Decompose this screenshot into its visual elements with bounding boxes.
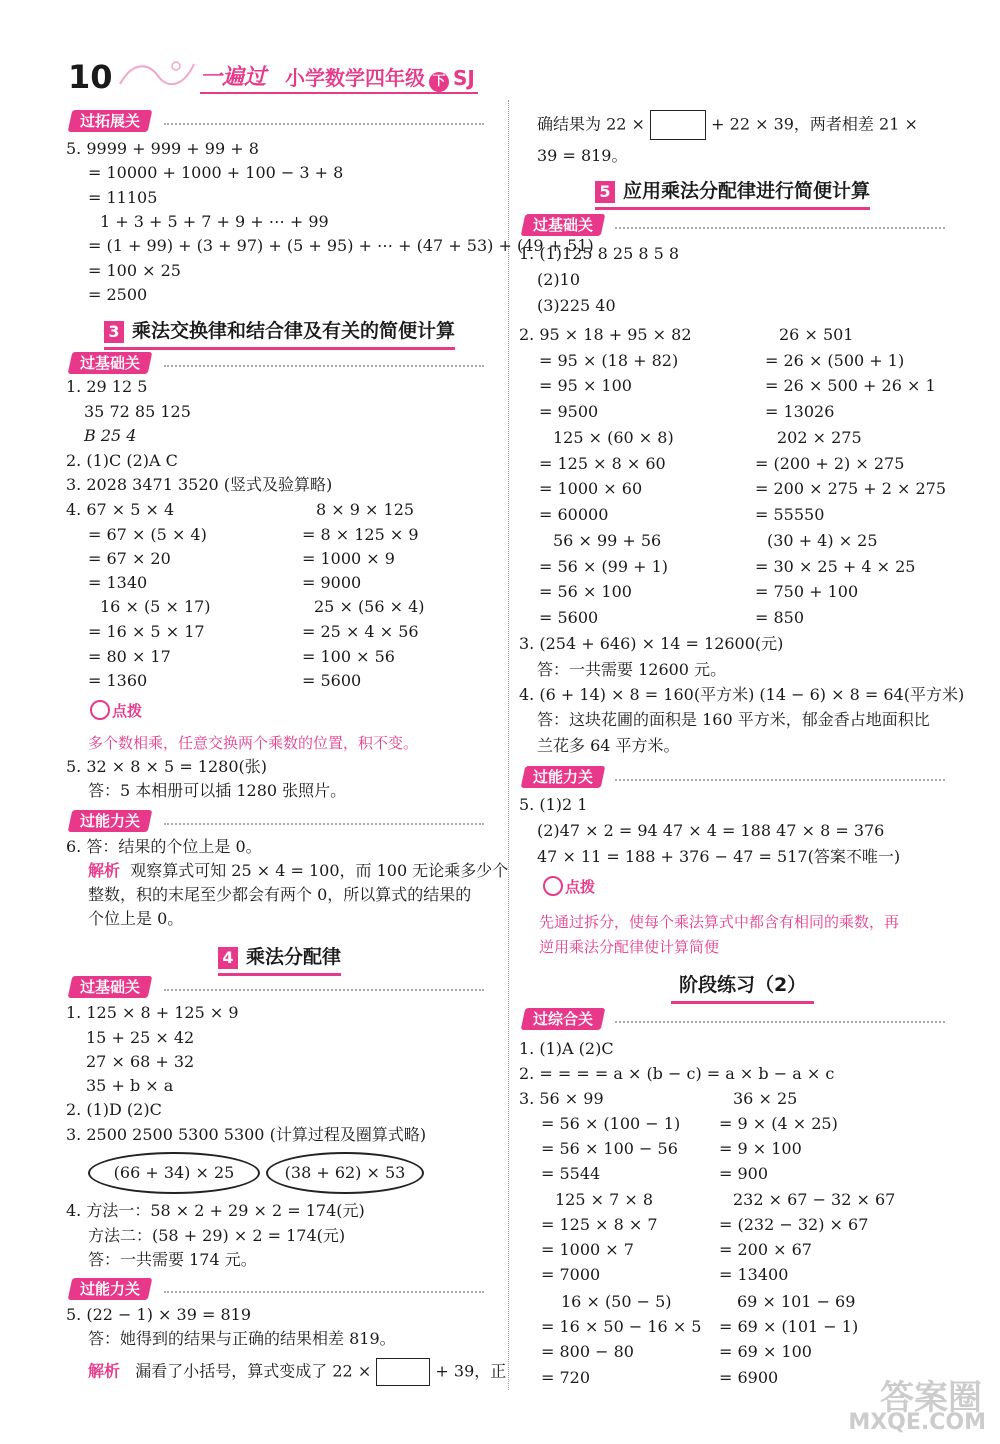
answer-line: = 200 × 67 bbox=[719, 1240, 812, 1259]
edition-label: SJ bbox=[453, 66, 475, 90]
tag-dots bbox=[164, 123, 484, 125]
tag-nengli-2: 过能力关 bbox=[68, 1278, 153, 1300]
analysis-label: 解析 bbox=[88, 861, 121, 880]
answer-line: 4. 方法一：58 × 2 + 29 × 2 = 174(元) bbox=[66, 1201, 365, 1220]
answer-line: = 95 × 100 bbox=[539, 376, 632, 395]
answer-line: = 900 bbox=[719, 1164, 769, 1183]
answer-line: = 60000 bbox=[539, 505, 609, 524]
answer-line: = 9000 bbox=[302, 573, 362, 592]
answer-line: = 9 × 100 bbox=[719, 1139, 802, 1158]
answer-line: 36 × 25 bbox=[733, 1089, 798, 1108]
hint-text: 先通过拆分，使每个乘法算式中都含有相同的乘数，再 bbox=[539, 913, 900, 931]
answer-line: = 125 × 8 × 60 bbox=[539, 454, 666, 473]
answer-line: B 25 4 bbox=[84, 426, 137, 445]
answer-line: 232 × 67 − 32 × 67 bbox=[733, 1190, 896, 1209]
answer-line: = 7000 bbox=[541, 1265, 601, 1284]
answer-line: = 9500 bbox=[539, 402, 599, 421]
tag-nengli-3: 过能力关 bbox=[521, 766, 606, 788]
answer-line: 15 + 25 × 42 bbox=[86, 1028, 195, 1047]
answer-line: = 200 × 275 + 2 × 275 bbox=[755, 479, 947, 498]
answer-line: = 26 × 500 + 26 × 1 bbox=[765, 376, 936, 395]
answer-line: = 16 × 5 × 17 bbox=[88, 622, 205, 641]
answer-line: 方法二：(58 + 29) × 2 = 174(元) bbox=[88, 1226, 346, 1245]
analysis-label: 解析 bbox=[88, 1361, 121, 1381]
answer-line: 2. (1)C (2)A C bbox=[66, 451, 178, 470]
tag-tuozhan: 过拓展关 bbox=[68, 110, 153, 132]
answer-line: = 56 × 100 − 56 bbox=[541, 1139, 678, 1158]
hint-label: 点拨 bbox=[112, 702, 143, 720]
circled-expression: (66 + 34) × 25 bbox=[88, 1152, 260, 1194]
answer-line: 3. 2500 2500 5300 5300 (计算过程及圈算式略) bbox=[66, 1125, 427, 1144]
section-title-text: 应用乘法分配律进行简便计算 bbox=[623, 180, 871, 202]
page-header bbox=[0, 0, 1000, 100]
answer-line: = 11105 bbox=[88, 188, 158, 207]
answer-line: 3. (254 + 646) × 14 = 12600(元) bbox=[519, 634, 784, 653]
book-title bbox=[285, 62, 475, 92]
answer-line: 兰花多 64 平方米。 bbox=[537, 736, 680, 755]
answer-line: 26 × 501 bbox=[779, 325, 854, 344]
tag-jichu-3: 过基础关 bbox=[521, 214, 606, 236]
answer-line: = 1360 bbox=[88, 671, 148, 690]
answer-line: = 30 × 25 + 4 × 25 bbox=[755, 557, 916, 576]
magnifier-icon bbox=[90, 700, 110, 720]
answer-line: = 1340 bbox=[88, 573, 148, 592]
answer-line: 答：她得到的结果与正确的结果相差 819。 bbox=[88, 1329, 396, 1348]
analysis-line: 整数，积的末尾至少都会有两个 0，所以算式的结果的 bbox=[88, 885, 472, 904]
analysis-text: 漏看了小括号，算式变成了 22 × bbox=[135, 1361, 372, 1381]
answer-line: 答：5 本相册可以插 1280 张照片。 bbox=[88, 781, 347, 800]
section-number: 5 bbox=[595, 181, 615, 203]
tag-dots bbox=[615, 779, 945, 781]
answer-line: = 6900 bbox=[719, 1368, 779, 1387]
hint-text: 逆用乘法分配律使计算简便 bbox=[539, 938, 720, 956]
answer-line: 202 × 275 bbox=[777, 428, 862, 447]
answer-line: = 56 × 100 bbox=[539, 582, 632, 601]
answer-line: = 13400 bbox=[719, 1265, 789, 1284]
tag-dots bbox=[615, 1021, 945, 1023]
answer-line: = 67 × (5 × 4) bbox=[88, 525, 207, 544]
answer-line: = 100 × 25 bbox=[88, 261, 181, 280]
analysis-line bbox=[88, 860, 508, 882]
answer-line: 2. 95 × 18 + 95 × 82 bbox=[519, 325, 692, 344]
answer-line: = 25 × 4 × 56 bbox=[302, 622, 419, 641]
answer-line: 8 × 9 × 125 bbox=[316, 500, 415, 519]
answer-line: 1 + 3 + 5 + 7 + 9 + ⋯ + 99 bbox=[100, 212, 329, 231]
answer-line: = 720 bbox=[541, 1368, 591, 1387]
analysis-line: 个位上是 0。 bbox=[88, 909, 184, 928]
answer-line: = 55550 bbox=[755, 505, 825, 524]
tag-dots bbox=[615, 227, 945, 229]
grade-term-badge: 下 bbox=[429, 72, 449, 92]
answer-line: 25 × (56 × 4) bbox=[314, 597, 425, 616]
tag-dots bbox=[164, 365, 484, 367]
tag-dots bbox=[164, 989, 484, 991]
answer-line: = 1000 × 9 bbox=[302, 549, 395, 568]
answer-line: = 5544 bbox=[541, 1164, 601, 1183]
answer-line: 1. (1)125 8 25 8 5 8 bbox=[519, 244, 680, 263]
answer-line: 35 72 85 125 bbox=[84, 402, 191, 421]
column-divider bbox=[508, 100, 509, 1390]
answer-line: 27 × 68 + 32 bbox=[86, 1052, 195, 1071]
answer-line: 16 × (5 × 17) bbox=[100, 597, 211, 616]
answer-line: 5. 9999 + 999 + 99 + 8 bbox=[66, 139, 259, 158]
answer-line: 125 × 7 × 8 bbox=[555, 1190, 654, 1209]
answer-line: (30 + 4) × 25 bbox=[767, 531, 878, 550]
hint-text: 多个数相乘，任意交换两个乘数的位置，积不变。 bbox=[88, 734, 419, 752]
analysis-line bbox=[88, 1358, 506, 1386]
circled-expression: (38 + 62) × 53 bbox=[266, 1152, 424, 1194]
analysis-text: + 22 × 39，两者相差 21 × bbox=[711, 114, 918, 134]
section-title-4 bbox=[218, 942, 341, 976]
section-number: 4 bbox=[218, 947, 238, 969]
answer-line: = 69 × (101 − 1) bbox=[719, 1317, 859, 1336]
answer-line: = 67 × 20 bbox=[88, 549, 171, 568]
answer-line: = 95 × (18 + 82) bbox=[539, 351, 679, 370]
answer-line: = 8 × 125 × 9 bbox=[302, 525, 419, 544]
answer-line: = 10000 + 1000 + 100 − 3 + 8 bbox=[88, 163, 344, 182]
page-number: 10 bbox=[68, 58, 113, 96]
answer-line: = 69 × 100 bbox=[719, 1342, 812, 1361]
answer-line: = 125 × 8 × 7 bbox=[541, 1215, 658, 1234]
answer-line: 5. (22 − 1) × 39 = 819 bbox=[66, 1305, 252, 1324]
answer-line: (3)225 40 bbox=[537, 296, 616, 315]
section-number: 3 bbox=[104, 321, 124, 343]
magnifier-icon bbox=[543, 876, 563, 896]
tag-jichu: 过基础关 bbox=[68, 352, 153, 374]
answer-line: = (232 − 32) × 67 bbox=[719, 1215, 869, 1234]
answer-line: 2. = = = = a × (b − c) = a × b − a × c bbox=[519, 1064, 835, 1083]
answer-line: 56 × 99 + 56 bbox=[553, 531, 662, 550]
answer-line: 6. 答：结果的个位上是 0。 bbox=[66, 837, 262, 856]
analysis-text: 观察算式可知 25 × 4 = 100，而 100 无论乘多少个 bbox=[130, 861, 509, 880]
answer-line: 1. 29 12 5 bbox=[66, 377, 148, 396]
answer-line: 1. (1)A (2)C bbox=[519, 1039, 614, 1058]
answer-line: = 100 × 56 bbox=[302, 647, 395, 666]
answer-line: = 2500 bbox=[88, 285, 148, 304]
section-title-text: 乘法交换律和结合律及有关的简便计算 bbox=[132, 320, 456, 342]
blank-box bbox=[650, 110, 706, 140]
answer-line bbox=[537, 110, 918, 140]
answer-line: 答：一共需要 174 元。 bbox=[88, 1250, 257, 1269]
answer-line: = 9 × (4 × 25) bbox=[719, 1114, 838, 1133]
answer-line: 5. 32 × 8 × 5 = 1280(张) bbox=[66, 757, 268, 776]
section-title-text: 乘法分配律 bbox=[246, 946, 342, 968]
hint-label: 点拨 bbox=[565, 878, 596, 896]
analysis-text: + 39，正 bbox=[435, 1361, 507, 1381]
answer-line: (2)10 bbox=[537, 270, 581, 289]
tag-dots bbox=[164, 823, 484, 825]
answer-line: = 13026 bbox=[765, 402, 835, 421]
section-title-5 bbox=[595, 176, 870, 210]
watermark-url: MXQE.COM bbox=[848, 1410, 986, 1435]
answer-line: = 5600 bbox=[302, 671, 362, 690]
answer-line: 1. 125 × 8 + 125 × 9 bbox=[66, 1003, 239, 1022]
stage-practice-title: 阶段练习（2） bbox=[671, 970, 814, 1004]
answer-line: = 5600 bbox=[539, 608, 599, 627]
answer-line: = (1 + 99) + (3 + 97) + (5 + 95) + ⋯ + (47 + 53) + (49 + 51) bbox=[88, 236, 594, 255]
answer-line: = (200 + 2) × 275 bbox=[755, 454, 905, 473]
answer-line: = 80 × 17 bbox=[88, 647, 171, 666]
answer-line: 2. (1)D (2)C bbox=[66, 1100, 162, 1119]
blank-box bbox=[376, 1358, 430, 1386]
answer-line: 3. 2028 3471 3520 (竖式及验算略) bbox=[66, 475, 333, 494]
section-title-3 bbox=[104, 316, 455, 350]
answer-line: = 1000 × 60 bbox=[539, 479, 643, 498]
answer-line: = 750 + 100 bbox=[755, 582, 859, 601]
analysis-text: 确结果为 22 × bbox=[537, 114, 645, 134]
answer-line: = 26 × (500 + 1) bbox=[765, 351, 905, 370]
answer-line: 47 × 11 = 188 + 376 − 47 = 517(答案不唯一) bbox=[537, 847, 901, 866]
answer-line: (2)47 × 2 = 94 47 × 4 = 188 47 × 8 = 376 bbox=[537, 821, 885, 840]
book-title-text: 小学数学四年级 bbox=[285, 66, 425, 90]
answer-line: 3. 56 × 99 bbox=[519, 1089, 604, 1108]
tag-nengli: 过能力关 bbox=[68, 810, 153, 832]
answer-line: = 56 × (99 + 1) bbox=[539, 557, 669, 576]
tag-zonghe: 过综合关 bbox=[521, 1008, 606, 1030]
answer-line: 16 × (50 − 5) bbox=[561, 1292, 672, 1311]
tag-jichu-2: 过基础关 bbox=[68, 976, 153, 998]
answer-line: = 1000 × 7 bbox=[541, 1240, 634, 1259]
answer-line: = 56 × (100 − 1) bbox=[541, 1114, 681, 1133]
answer-line: 4. (6 + 14) × 8 = 160(平方米) (14 − 6) × 8 = 64(平方米) bbox=[519, 685, 965, 704]
watermark-logo: 答案圈 bbox=[880, 1378, 982, 1418]
header-rule bbox=[200, 92, 478, 94]
answer-line: 39 = 819。 bbox=[537, 146, 628, 165]
answer-line: 4. 67 × 5 × 4 bbox=[66, 500, 175, 519]
answer-line: 答：一共需要 12600 元。 bbox=[537, 660, 727, 679]
answer-line: 35 + b × a bbox=[86, 1076, 174, 1095]
answer-line: = 16 × 50 − 16 × 5 bbox=[541, 1317, 702, 1336]
answer-line: 5. (1)2 1 bbox=[519, 795, 588, 814]
answer-line: 125 × (60 × 8) bbox=[553, 428, 674, 447]
decoration-swirl-icon bbox=[118, 56, 196, 90]
answer-line: = 800 − 80 bbox=[541, 1342, 634, 1361]
brand-logo: 一遍过 bbox=[200, 65, 267, 90]
answer-line: 69 × 101 − 69 bbox=[737, 1292, 856, 1311]
tag-dots bbox=[164, 1291, 484, 1293]
answer-line: = 850 bbox=[755, 608, 805, 627]
answer-line: 答：这块花圃的面积是 160 平方米，郁金香占地面积比 bbox=[537, 710, 930, 729]
